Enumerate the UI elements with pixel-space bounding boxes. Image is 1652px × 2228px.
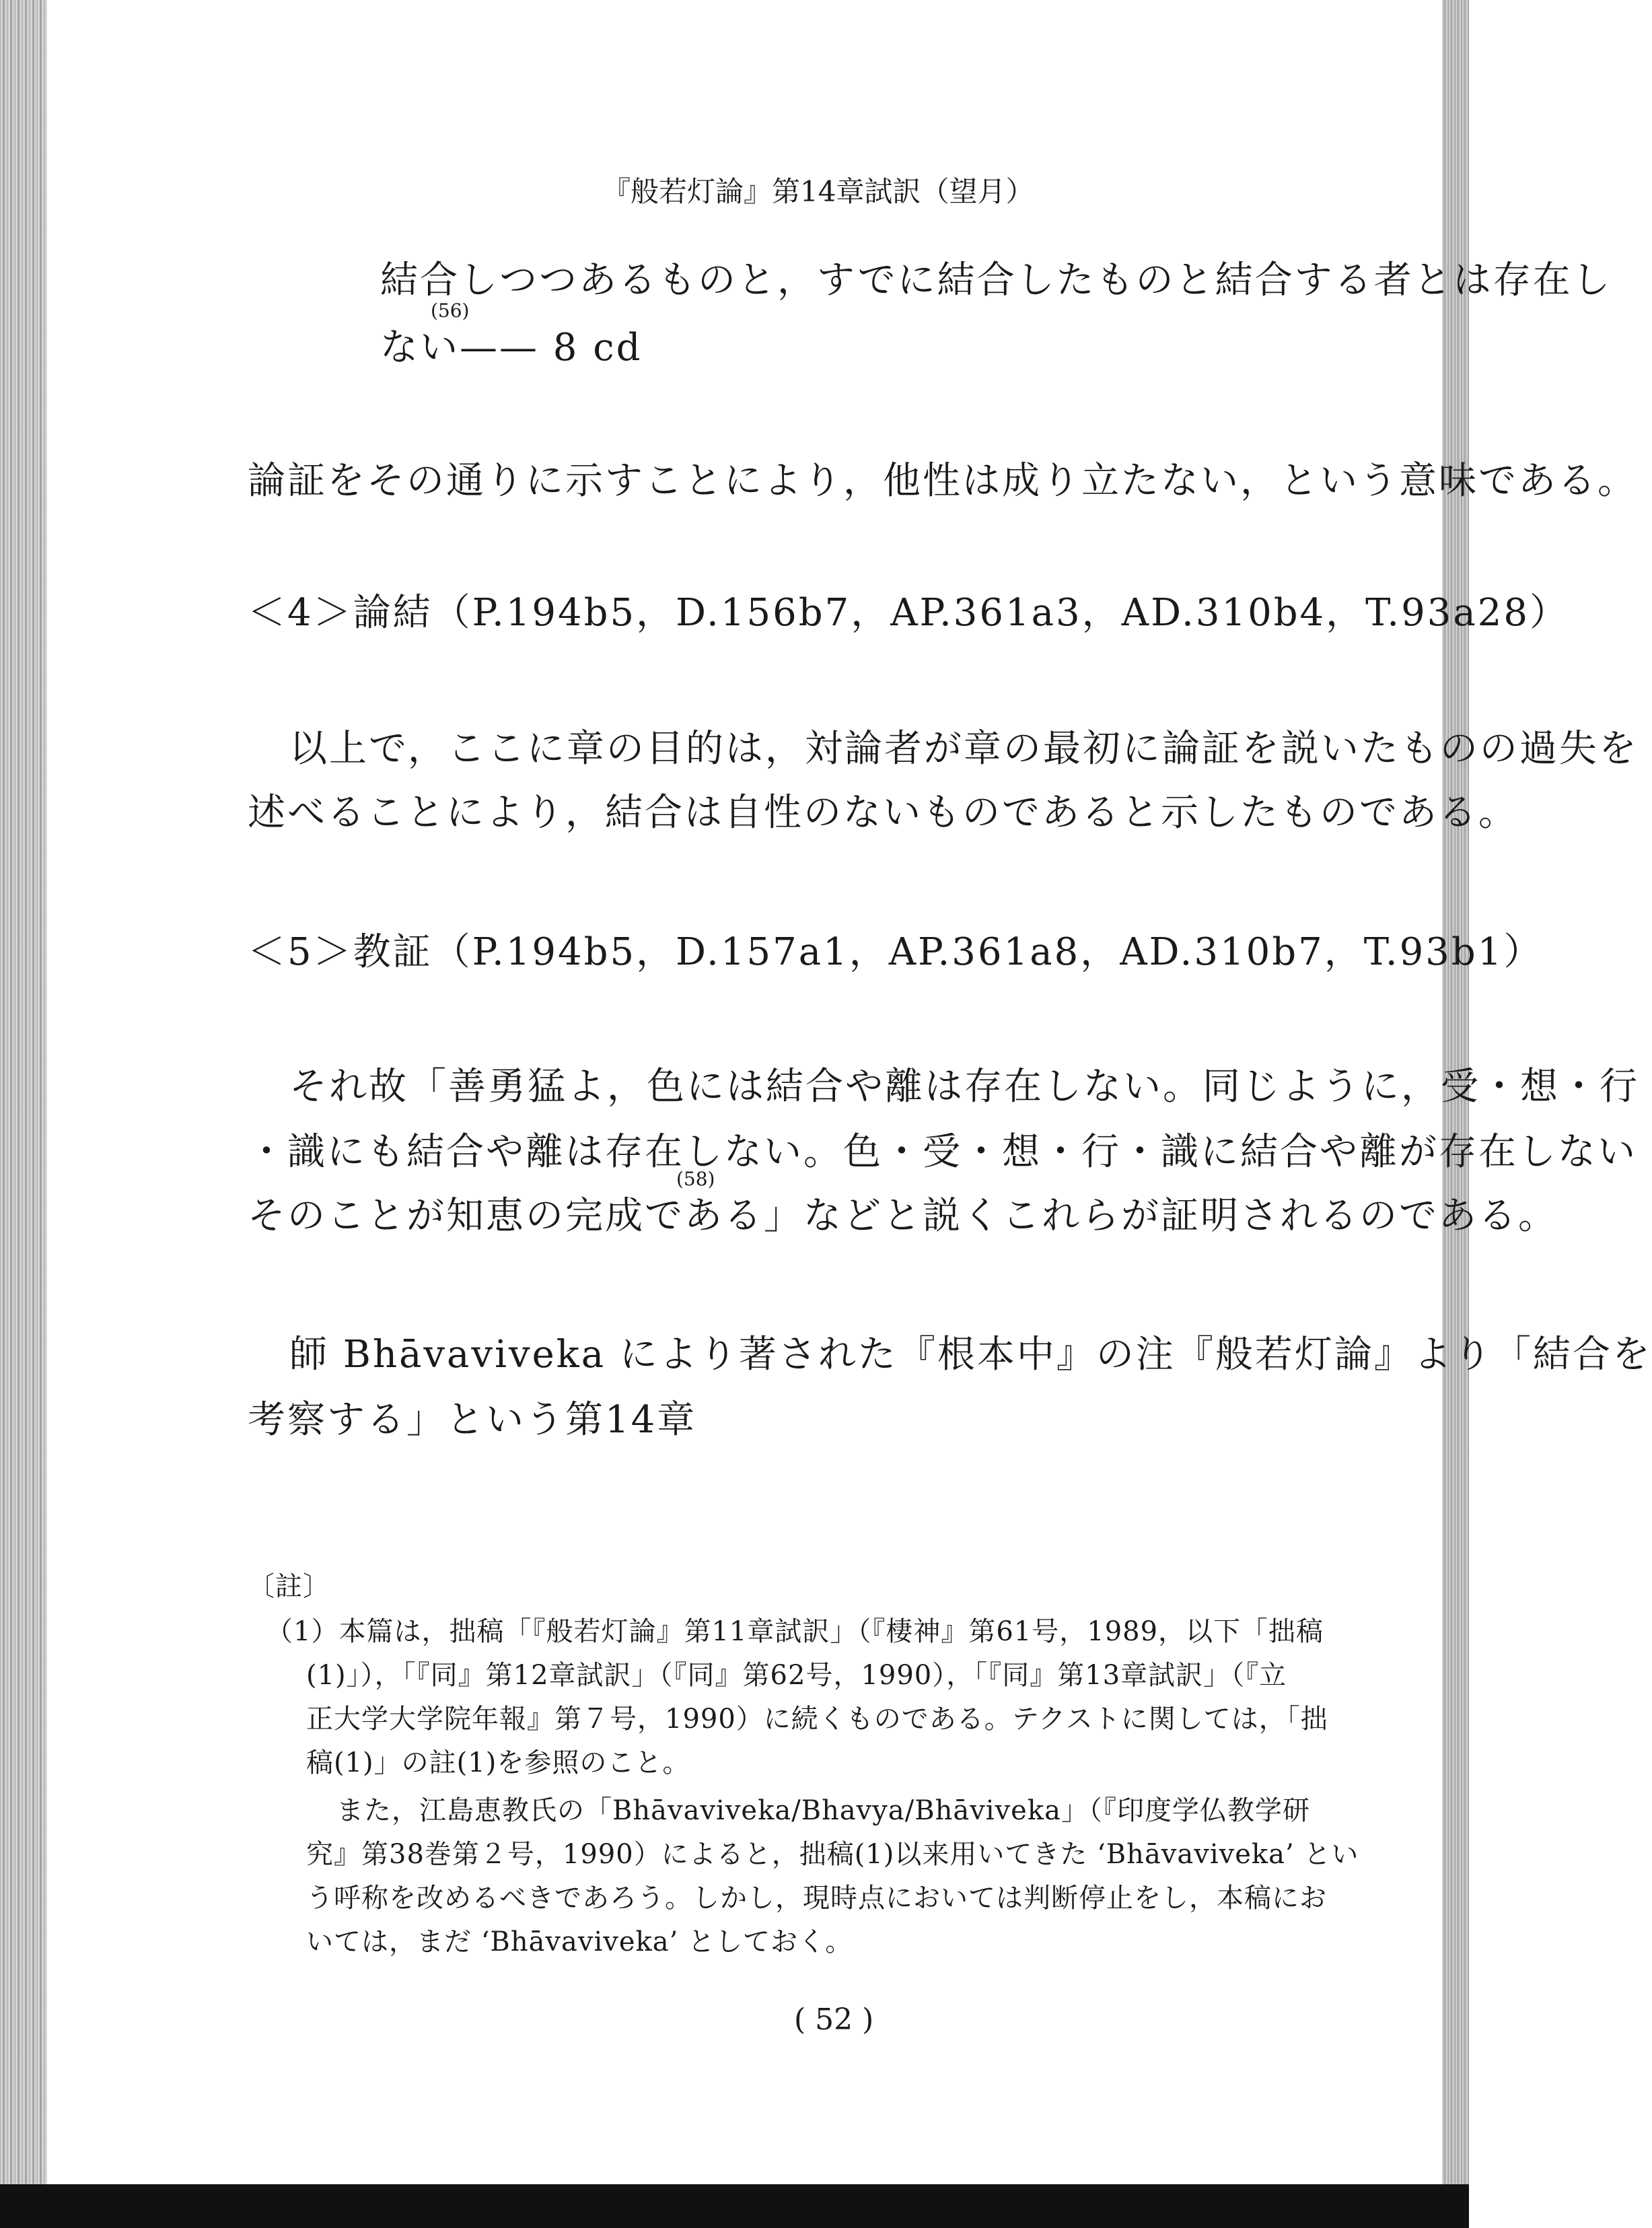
note-1-line-6: 究』第38巻第２号，1990）によると，拙稿(1)以来用いてきた ‘Bhāvaviveka’ とい (306, 1839, 1359, 1870)
note-1-line-8: いては，まだ ‘Bhāvaviveka’ としておく。 (306, 1926, 853, 1957)
paragraph-3-line-1: それ故「善勇猛よ，色には結合や離は存在しない。同じように，受・想・行 (289, 1065, 1639, 1109)
paragraph-3-line-3-tail: などと説くこれらが証明されるのである。 (803, 1194, 1558, 1238)
note-1-line-2: (1)」），「『同』第12章試訳」（『同』第62号，1990），「『同』第13章試訳」（『立 (306, 1660, 1287, 1691)
note-1-line-5: また，江島恵教氏の「Bhāvaviveka/Bhavya/Bhāviveka」（『印度学仏教学研 (336, 1795, 1310, 1826)
footnote-ref-56: (56) (431, 300, 470, 322)
paragraph-1: 論証をその通りに示すことにより，他性は成り立たない，という意味である。 (248, 459, 1637, 503)
footnote-ref-58: (58) (676, 1168, 715, 1190)
colophon-line-1: 師 Bhāvaviveka により著された『根本中』の注『般若灯論』より「結合を (289, 1333, 1652, 1377)
scan-edge-bottom (0, 2184, 1469, 2228)
section-heading-5: ＜5＞教証（P.194b5，D.157a1，AP.361a8，AD.310b7，T.93b1） (248, 930, 1544, 974)
paragraph-3-line-2: ・識にも結合や離は存在しない。色・受・想・行・識に結合や離が存在しない (248, 1130, 1637, 1174)
verse-line-2-tail: —— 8 cd (460, 326, 643, 370)
running-header: 『般若灯論』第14章試訳（望月） (602, 175, 1034, 208)
note-1-line-3: 正大学大学院年報』第７号，1990）に続くものである。テクストに関しては，「拙 (306, 1704, 1328, 1735)
paragraph-2-line-2: 述べることにより，結合は自性のないものであると示したものである。 (248, 791, 1518, 835)
note-1-line-7: う呼称を改めるべきであろう。しかし，現時点においては判断停止をし，本稿にお (306, 1883, 1327, 1914)
paragraph-2-line-1: 以上で，ここに章の目的は，対論者が章の最初に論証を説いたものの過失を (289, 727, 1639, 771)
binding-shadow-right (1442, 0, 1469, 2228)
colophon-line-2: 考察する」という第14章 (248, 1398, 697, 1442)
page-number: ( 52 ) (794, 2003, 874, 2037)
verse-line-1: 結合しつつあるものと，すでに結合したものと結合する者とは存在し (380, 258, 1612, 302)
verse-line-2 (380, 318, 642, 372)
binding-shadow-left (0, 0, 47, 2228)
section-heading-4: ＜4＞論結（P.194b5，D.156b7，AP.361a3，AD.310b4，T.93a28） (248, 591, 1569, 635)
notes-heading: 〔註〕 (248, 1571, 330, 1602)
paragraph-3-line-3-text: そのことが知恵の完成である」 (248, 1194, 803, 1238)
paragraph-3-line-3 (248, 1186, 1558, 1240)
note-1-line-4: 稿(1)」の註(1)を参照のこと。 (306, 1747, 690, 1778)
note-1-line-1: （1）本篇は，拙稿「『般若灯論』第11章試訳」（『棲神』第61号，1989，以下「拙稿 (266, 1616, 1324, 1647)
verse-line-2-text: ない (380, 326, 460, 370)
